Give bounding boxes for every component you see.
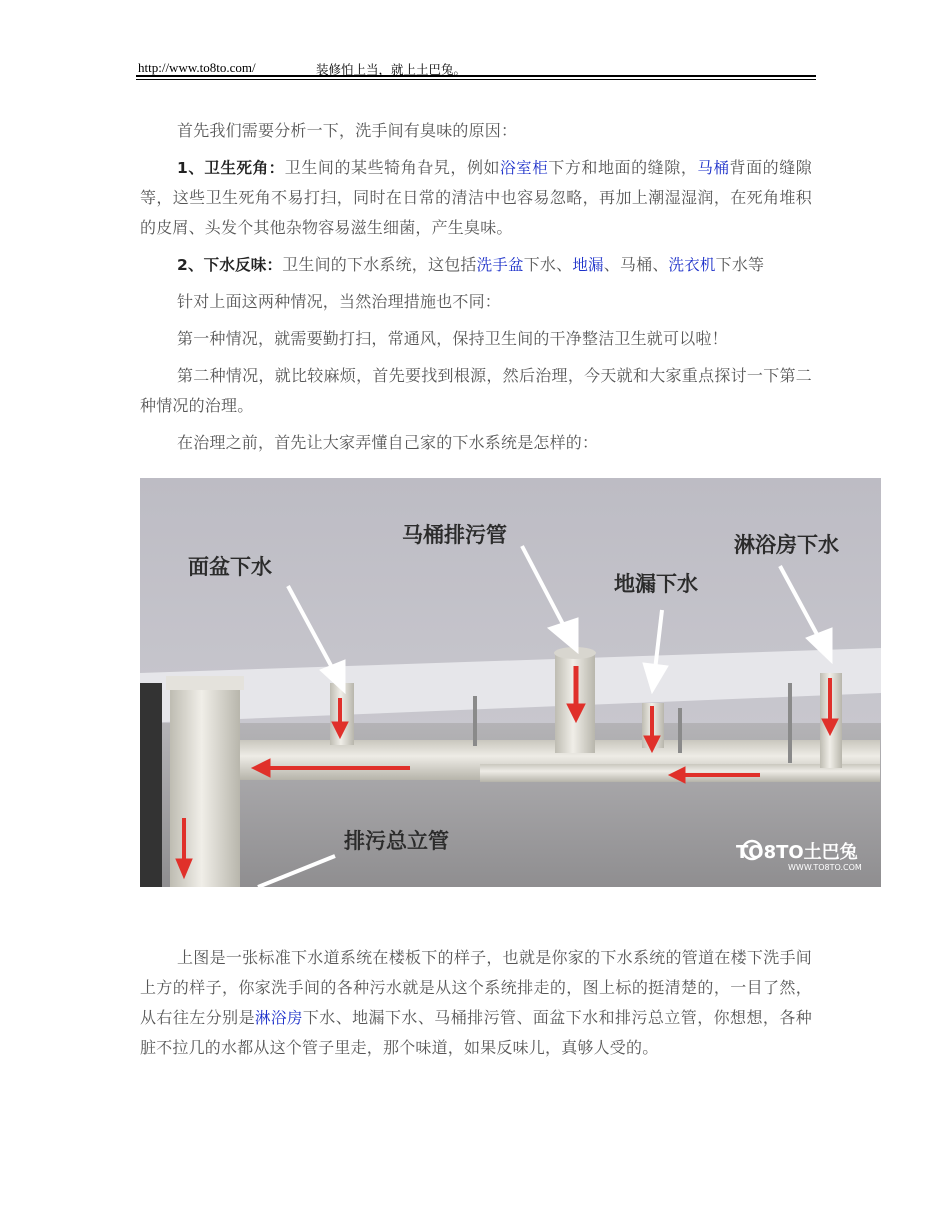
article-bottom <box>140 943 812 1063</box>
paragraph-before: 在治理之前，首先让大家弄懂自己家的下水系统是怎样的： <box>177 433 599 452</box>
label-floor-drain: 地漏下水 <box>614 572 698 596</box>
label-shower-drain: 淋浴房下水 <box>734 533 839 557</box>
label-toilet-pipe: 马桶排污管 <box>402 523 507 547</box>
paragraph-dead-corners: 1、卫生死角：卫生间的某些犄角旮旯，例如浴室柜下方和地面的缝隙，马桶背面的缝隙等，这些卫生死角不易打扫，同时在日常的清洁中也容易忽略，再加上潮湿湿润，在死角堆积的皮屑、头发个其他杂物容易滋生细菌，产生臭味。 <box>140 158 812 237</box>
header-slogan: 装修怕上当，就上土巴兔。 <box>316 62 467 77</box>
point-label: 1、卫生死角： <box>177 159 285 177</box>
drain-system-photo <box>140 478 881 887</box>
hanger-rod <box>678 708 682 753</box>
keyword-link-vanity[interactable]: 浴室柜 <box>500 159 549 177</box>
keyword-link-washer[interactable]: 洗衣机 <box>668 256 716 274</box>
keyword-link-toilet[interactable]: 马桶 <box>697 159 730 177</box>
dark-corner <box>140 683 162 887</box>
keyword-link-floor-drain[interactable]: 地漏 <box>572 256 604 274</box>
hanger-rod <box>788 683 792 763</box>
paragraph-intro: 首先我们需要分析一下，洗手间有臭味的原因： <box>177 121 518 140</box>
keyword-link-shower-room[interactable]: 淋浴房 <box>255 1009 303 1027</box>
article-top <box>140 116 812 458</box>
paragraph-drain-smell: 2、下水反味：卫生间的下水系统，这包括洗手盆下水、地漏、马桶、洗衣机下水等 <box>177 255 765 274</box>
stack-fitting <box>166 676 244 690</box>
main-stack-pipe <box>170 676 240 887</box>
point-label: 2、下水反味： <box>177 256 283 274</box>
watermark-brand: TO8TO土巴兔 <box>736 842 858 863</box>
paragraph-explanation: 上图是一张标准下水道系统在楼板下的样子，也就是你家的下水系统的管道在楼下洗手间上方的样子，你家洗手间的各种污水就是从这个系统排走的，图上标的挺清楚的，一目了然，从右往左分别是淋浴房下水、地漏下水、马桶排污管、面盆下水和排污总立管，你想想，各种脏不拉几的水都从这个管子里走，那个味道，如果反味儿，真够人受的。 <box>140 948 812 1057</box>
label-main-stack: 排污总立管 <box>344 829 449 853</box>
header-url[interactable]: http://www.to8to.com/ <box>138 60 256 75</box>
hanger-rod <box>473 696 477 746</box>
header-rule-thin <box>136 79 816 80</box>
paragraph-case-two: 第二种情况，就比较麻烦，首先要找到根源，然后治理，今天就和大家重点探讨一下第二种情况的治理。 <box>140 366 812 415</box>
label-basin-drain: 面盆下水 <box>188 555 272 579</box>
watermark-site: WWW.TO8TO.COM <box>788 863 862 872</box>
keyword-link-basin[interactable]: 洗手盆 <box>476 256 524 274</box>
paragraph-measures: 针对上面这两种情况，当然治理措施也不同： <box>177 292 502 311</box>
paragraph-case-one: 第一种情况，就需要勤打扫，常通风，保持卫生间的干净整洁卫生就可以啦！ <box>177 329 728 348</box>
header-rule-thick <box>136 75 816 77</box>
